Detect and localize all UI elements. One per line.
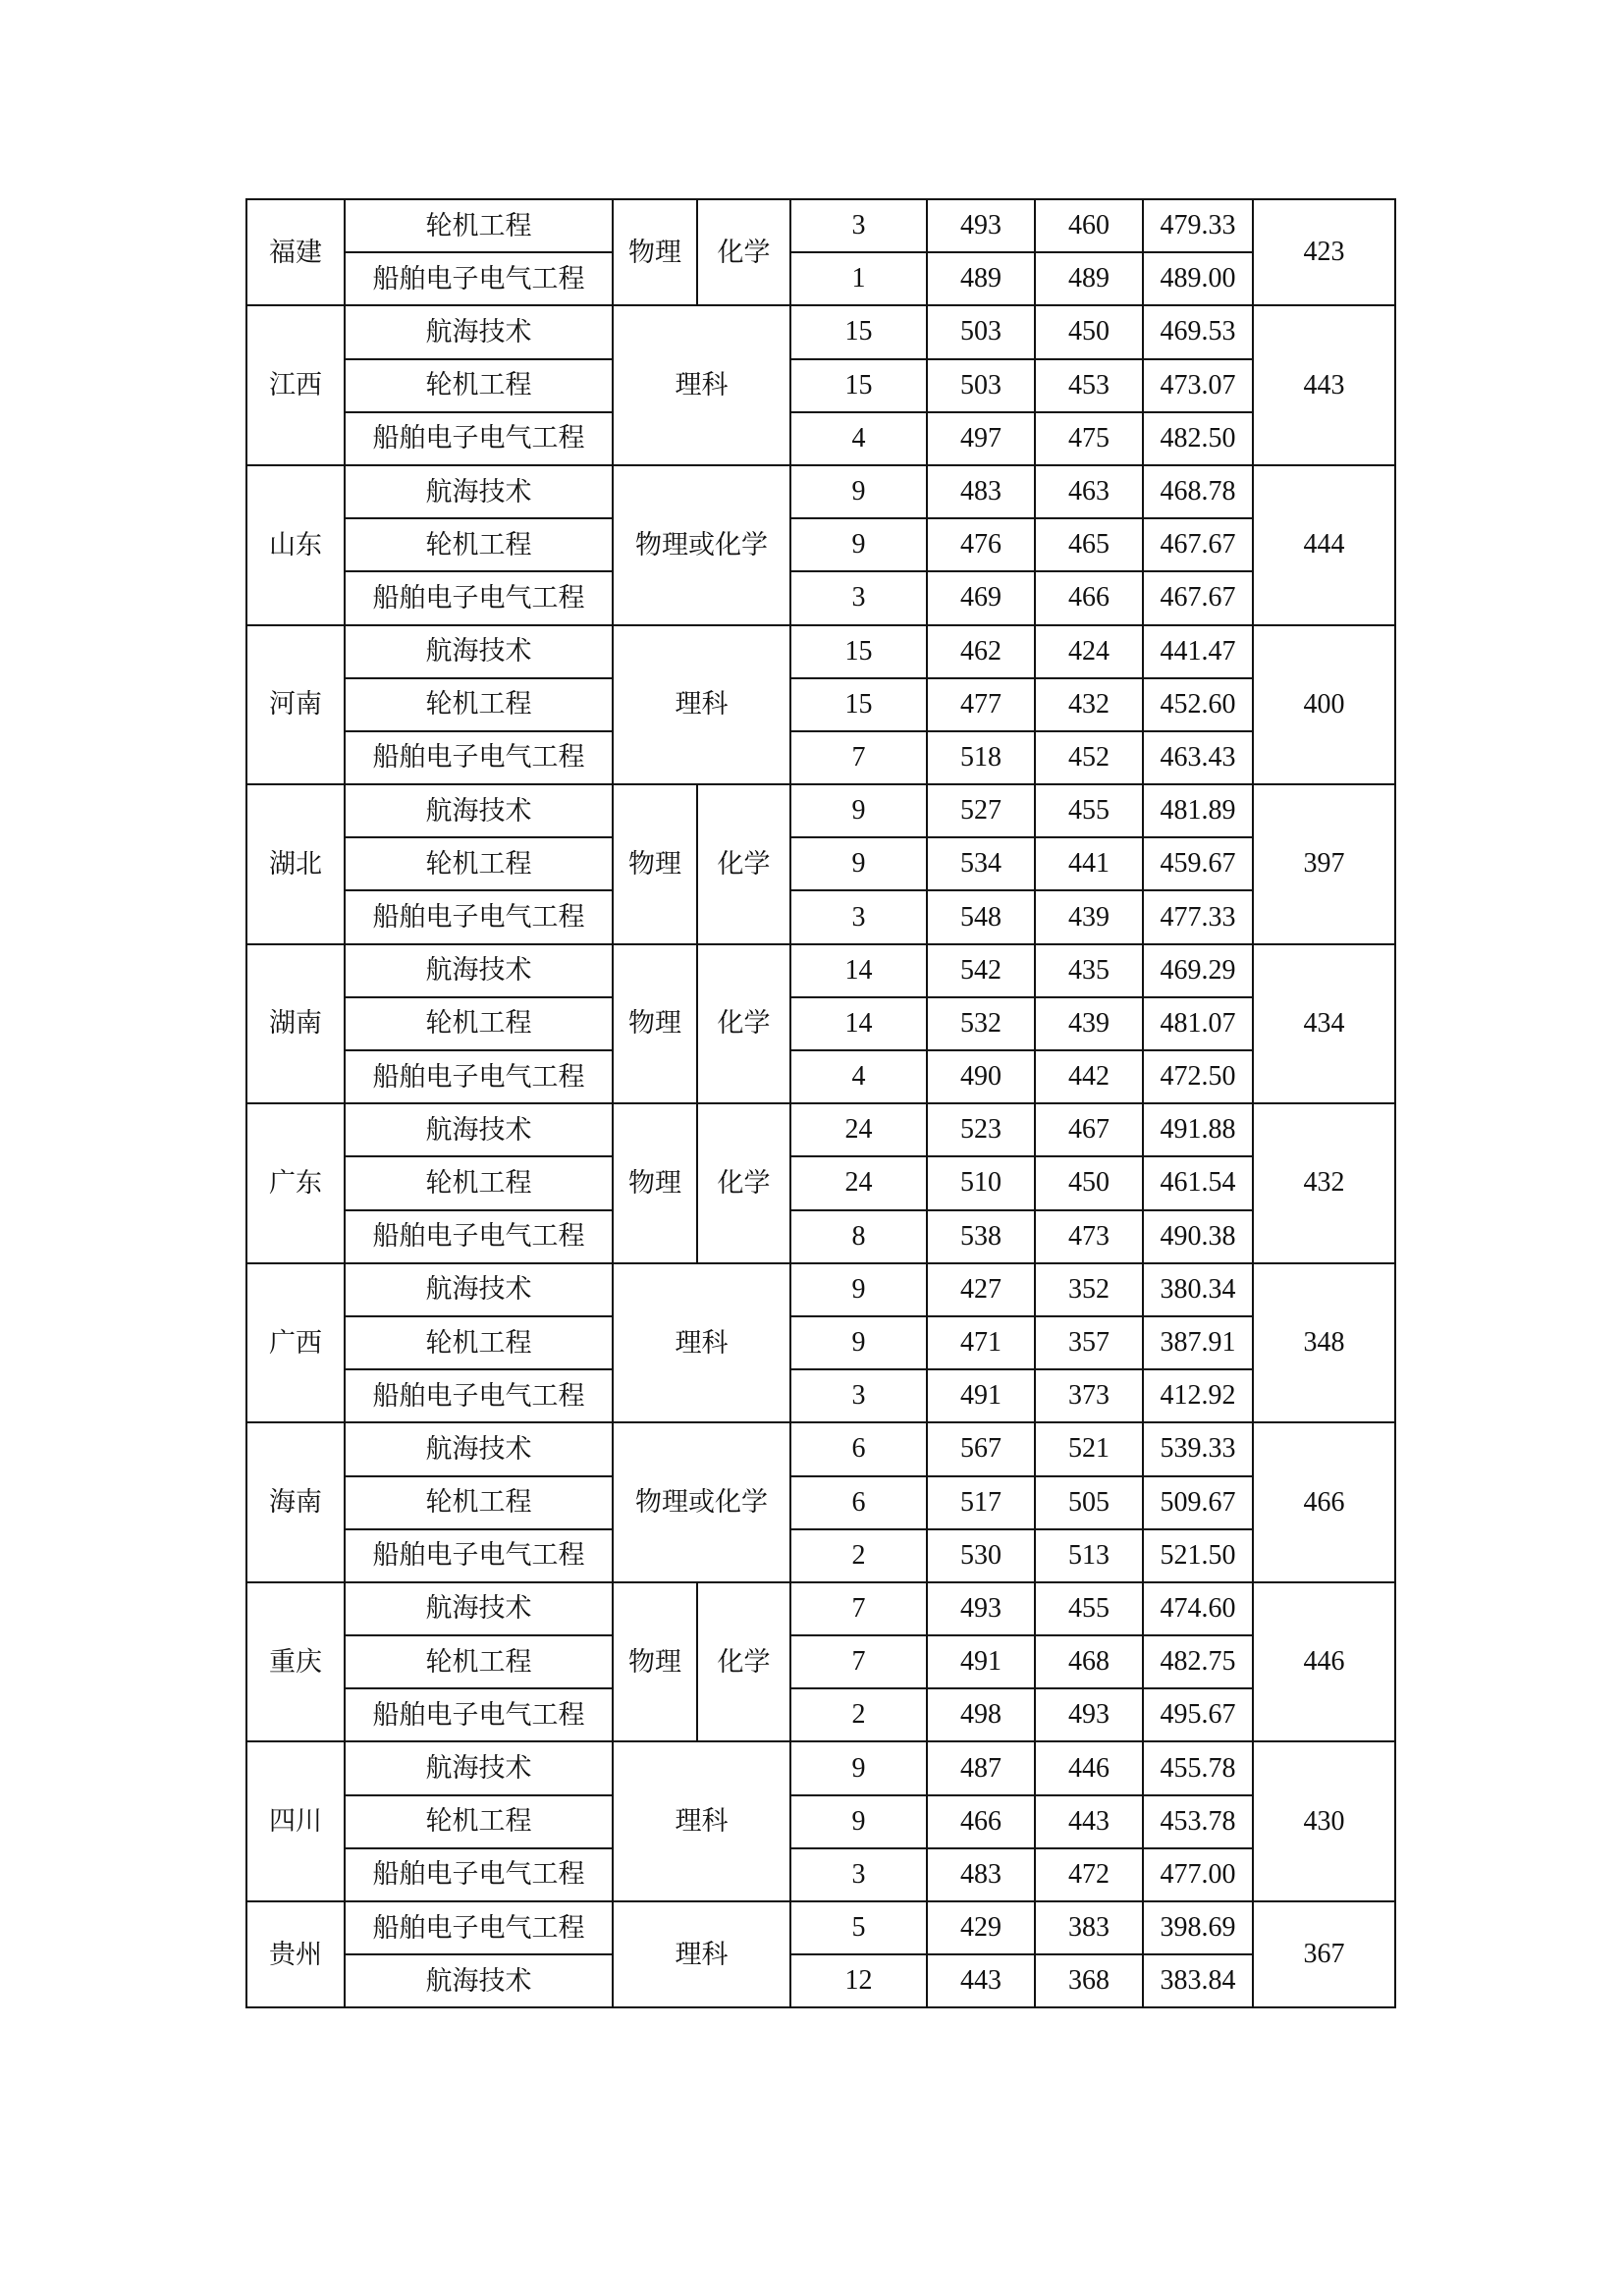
max-score-cell: 548 [927,890,1035,943]
count-cell: 1 [790,252,927,305]
min-score-cell: 460 [1035,199,1143,252]
min-score-cell: 463 [1035,465,1143,518]
major-cell: 航海技术 [345,1422,613,1475]
control-line-cell: 446 [1253,1582,1395,1742]
subject-secondary-cell: 化学 [697,199,790,305]
max-score-cell: 429 [927,1901,1035,1954]
min-score-cell: 368 [1035,1954,1143,2007]
max-score-cell: 469 [927,571,1035,624]
count-cell: 9 [790,837,927,890]
max-score-cell: 471 [927,1316,1035,1369]
count-cell: 9 [790,1263,927,1316]
control-line-cell: 432 [1253,1103,1395,1263]
avg-score-cell: 491.88 [1143,1103,1253,1156]
table-row [246,997,1395,1050]
subject-cell: 理科 [613,1741,790,1901]
table-row [246,305,1395,358]
count-cell: 3 [790,1848,927,1901]
major-cell: 船舶电子电气工程 [345,1529,613,1582]
count-cell: 5 [790,1901,927,1954]
subject-cell: 理科 [613,625,790,785]
major-cell: 轮机工程 [345,1156,613,1209]
province-cell: 重庆 [246,1582,345,1742]
avg-score-cell: 472.50 [1143,1050,1253,1103]
province-cell: 湖北 [246,784,345,944]
count-cell: 4 [790,1050,927,1103]
max-score-cell: 538 [927,1210,1035,1263]
avg-score-cell: 468.78 [1143,465,1253,518]
max-score-cell: 518 [927,731,1035,784]
major-cell: 船舶电子电气工程 [345,1848,613,1901]
avg-score-cell: 482.50 [1143,412,1253,465]
avg-score-cell: 455.78 [1143,1741,1253,1794]
table-row [246,1741,1395,1794]
major-cell: 轮机工程 [345,678,613,731]
avg-score-cell: 474.60 [1143,1582,1253,1635]
min-score-cell: 472 [1035,1848,1143,1901]
table-row [246,1103,1395,1156]
major-cell: 航海技术 [345,1263,613,1316]
table-row [246,1795,1395,1848]
control-line-cell: 443 [1253,305,1395,465]
min-score-cell: 439 [1035,997,1143,1050]
max-score-cell: 542 [927,944,1035,997]
max-score-cell: 489 [927,252,1035,305]
table-row [246,412,1395,465]
avg-score-cell: 473.07 [1143,359,1253,412]
count-cell: 24 [790,1156,927,1209]
min-score-cell: 424 [1035,625,1143,678]
count-cell: 24 [790,1103,927,1156]
avg-score-cell: 461.54 [1143,1156,1253,1209]
major-cell: 轮机工程 [345,1795,613,1848]
max-score-cell: 443 [927,1954,1035,2007]
count-cell: 9 [790,465,927,518]
table-row [246,252,1395,305]
major-cell: 轮机工程 [345,1635,613,1688]
avg-score-cell: 481.89 [1143,784,1253,837]
subject-cell: 理科 [613,1901,790,2007]
subject-cell: 物理或化学 [613,465,790,625]
max-score-cell: 462 [927,625,1035,678]
avg-score-cell: 481.07 [1143,997,1253,1050]
count-cell: 8 [790,1210,927,1263]
table-row [246,1156,1395,1209]
subject-primary-cell: 物理 [613,944,697,1104]
table-row [246,1901,1395,1954]
province-cell: 河南 [246,625,345,785]
table-row [246,1316,1395,1369]
table-row [246,571,1395,624]
avg-score-cell: 467.67 [1143,571,1253,624]
max-score-cell: 490 [927,1050,1035,1103]
table-row [246,890,1395,943]
table-row [246,1848,1395,1901]
min-score-cell: 357 [1035,1316,1143,1369]
count-cell: 3 [790,1369,927,1422]
min-score-cell: 475 [1035,412,1143,465]
min-score-cell: 466 [1035,571,1143,624]
major-cell: 船舶电子电气工程 [345,1050,613,1103]
count-cell: 7 [790,1635,927,1688]
avg-score-cell: 380.34 [1143,1263,1253,1316]
min-score-cell: 383 [1035,1901,1143,1954]
max-score-cell: 477 [927,678,1035,731]
major-cell: 轮机工程 [345,199,613,252]
count-cell: 9 [790,1316,927,1369]
major-cell: 航海技术 [345,1954,613,2007]
control-line-cell: 400 [1253,625,1395,785]
max-score-cell: 483 [927,1848,1035,1901]
table-row [246,518,1395,571]
avg-score-cell: 509.67 [1143,1476,1253,1529]
control-line-cell: 367 [1253,1901,1395,2007]
min-score-cell: 439 [1035,890,1143,943]
province-cell: 江西 [246,305,345,465]
max-score-cell: 510 [927,1156,1035,1209]
major-cell: 航海技术 [345,1103,613,1156]
subject-secondary-cell: 化学 [697,1103,790,1263]
major-cell: 船舶电子电气工程 [345,1210,613,1263]
subject-cell: 物理或化学 [613,1422,790,1582]
min-score-cell: 493 [1035,1688,1143,1741]
major-cell: 航海技术 [345,784,613,837]
count-cell: 4 [790,412,927,465]
count-cell: 15 [790,305,927,358]
table-row [246,625,1395,678]
major-cell: 轮机工程 [345,359,613,412]
table-row [246,1263,1395,1316]
avg-score-cell: 398.69 [1143,1901,1253,1954]
table-row [246,1688,1395,1741]
min-score-cell: 455 [1035,784,1143,837]
province-cell: 福建 [246,199,345,305]
avg-score-cell: 453.78 [1143,1795,1253,1848]
subject-primary-cell: 物理 [613,784,697,944]
min-score-cell: 467 [1035,1103,1143,1156]
count-cell: 7 [790,731,927,784]
table-row [246,731,1395,784]
count-cell: 2 [790,1688,927,1741]
table-row [246,837,1395,890]
avg-score-cell: 482.75 [1143,1635,1253,1688]
subject-secondary-cell: 化学 [697,1582,790,1742]
count-cell: 15 [790,625,927,678]
max-score-cell: 466 [927,1795,1035,1848]
max-score-cell: 523 [927,1103,1035,1156]
count-cell: 15 [790,359,927,412]
table-row [246,1422,1395,1475]
province-cell: 广西 [246,1263,345,1423]
major-cell: 航海技术 [345,1582,613,1635]
avg-score-cell: 539.33 [1143,1422,1253,1475]
max-score-cell: 534 [927,837,1035,890]
count-cell: 6 [790,1476,927,1529]
table-row [246,1050,1395,1103]
province-cell: 海南 [246,1422,345,1582]
min-score-cell: 450 [1035,305,1143,358]
control-line-cell: 423 [1253,199,1395,305]
avg-score-cell: 463.43 [1143,731,1253,784]
table-row [246,1635,1395,1688]
max-score-cell: 503 [927,359,1035,412]
min-score-cell: 453 [1035,359,1143,412]
avg-score-cell: 479.33 [1143,199,1253,252]
min-score-cell: 352 [1035,1263,1143,1316]
max-score-cell: 491 [927,1635,1035,1688]
major-cell: 船舶电子电气工程 [345,731,613,784]
subject-primary-cell: 物理 [613,1103,697,1263]
max-score-cell: 427 [927,1263,1035,1316]
min-score-cell: 432 [1035,678,1143,731]
table-row [246,784,1395,837]
avg-score-cell: 477.33 [1143,890,1253,943]
major-cell: 轮机工程 [345,997,613,1050]
control-line-cell: 434 [1253,944,1395,1104]
major-cell: 航海技术 [345,305,613,358]
avg-score-cell: 441.47 [1143,625,1253,678]
count-cell: 2 [790,1529,927,1582]
avg-score-cell: 521.50 [1143,1529,1253,1582]
major-cell: 船舶电子电气工程 [345,890,613,943]
province-cell: 广东 [246,1103,345,1263]
min-score-cell: 505 [1035,1476,1143,1529]
count-cell: 3 [790,890,927,943]
avg-score-cell: 467.67 [1143,518,1253,571]
table-body [246,199,1395,2007]
major-cell: 轮机工程 [345,837,613,890]
avg-score-cell: 383.84 [1143,1954,1253,2007]
province-cell: 山东 [246,465,345,625]
avg-score-cell: 459.67 [1143,837,1253,890]
max-score-cell: 487 [927,1741,1035,1794]
min-score-cell: 373 [1035,1369,1143,1422]
admission-score-table [245,198,1396,2008]
subject-secondary-cell: 化学 [697,784,790,944]
control-line-cell: 430 [1253,1741,1395,1901]
major-cell: 航海技术 [345,944,613,997]
count-cell: 3 [790,199,927,252]
table-row [246,678,1395,731]
major-cell: 轮机工程 [345,518,613,571]
avg-score-cell: 412.92 [1143,1369,1253,1422]
max-score-cell: 532 [927,997,1035,1050]
count-cell: 15 [790,678,927,731]
count-cell: 14 [790,997,927,1050]
count-cell: 7 [790,1582,927,1635]
major-cell: 轮机工程 [345,1476,613,1529]
major-cell: 航海技术 [345,465,613,518]
avg-score-cell: 469.53 [1143,305,1253,358]
table-row [246,1582,1395,1635]
table-row [246,1210,1395,1263]
table-row [246,1476,1395,1529]
max-score-cell: 493 [927,1582,1035,1635]
major-cell: 船舶电子电气工程 [345,1369,613,1422]
major-cell: 船舶电子电气工程 [345,412,613,465]
count-cell: 14 [790,944,927,997]
table-row [246,1529,1395,1582]
major-cell: 船舶电子电气工程 [345,252,613,305]
max-score-cell: 567 [927,1422,1035,1475]
table-row [246,1954,1395,2007]
control-line-cell: 348 [1253,1263,1395,1423]
major-cell: 船舶电子电气工程 [345,1901,613,1954]
subject-primary-cell: 物理 [613,1582,697,1742]
count-cell: 9 [790,1741,927,1794]
min-score-cell: 441 [1035,837,1143,890]
table-row [246,199,1395,252]
major-cell: 船舶电子电气工程 [345,571,613,624]
avg-score-cell: 387.91 [1143,1316,1253,1369]
avg-score-cell: 469.29 [1143,944,1253,997]
max-score-cell: 483 [927,465,1035,518]
subject-primary-cell: 物理 [613,199,697,305]
subject-secondary-cell: 化学 [697,944,790,1104]
min-score-cell: 489 [1035,252,1143,305]
min-score-cell: 442 [1035,1050,1143,1103]
max-score-cell: 476 [927,518,1035,571]
count-cell: 9 [790,518,927,571]
min-score-cell: 450 [1035,1156,1143,1209]
count-cell: 9 [790,1795,927,1848]
avg-score-cell: 495.67 [1143,1688,1253,1741]
major-cell: 航海技术 [345,1741,613,1794]
control-line-cell: 466 [1253,1422,1395,1582]
min-score-cell: 435 [1035,944,1143,997]
province-cell: 四川 [246,1741,345,1901]
avg-score-cell: 477.00 [1143,1848,1253,1901]
table-row [246,1369,1395,1422]
avg-score-cell: 490.38 [1143,1210,1253,1263]
max-score-cell: 503 [927,305,1035,358]
count-cell: 3 [790,571,927,624]
avg-score-cell: 489.00 [1143,252,1253,305]
max-score-cell: 498 [927,1688,1035,1741]
count-cell: 9 [790,784,927,837]
major-cell: 航海技术 [345,625,613,678]
min-score-cell: 521 [1035,1422,1143,1475]
min-score-cell: 513 [1035,1529,1143,1582]
min-score-cell: 473 [1035,1210,1143,1263]
province-cell: 湖南 [246,944,345,1104]
table-row [246,359,1395,412]
min-score-cell: 465 [1035,518,1143,571]
major-cell: 轮机工程 [345,1316,613,1369]
max-score-cell: 497 [927,412,1035,465]
count-cell: 12 [790,1954,927,2007]
min-score-cell: 468 [1035,1635,1143,1688]
min-score-cell: 455 [1035,1582,1143,1635]
max-score-cell: 527 [927,784,1035,837]
max-score-cell: 530 [927,1529,1035,1582]
table-row [246,944,1395,997]
max-score-cell: 491 [927,1369,1035,1422]
avg-score-cell: 452.60 [1143,678,1253,731]
min-score-cell: 452 [1035,731,1143,784]
table-row [246,465,1395,518]
subject-cell: 理科 [613,305,790,465]
min-score-cell: 443 [1035,1795,1143,1848]
max-score-cell: 517 [927,1476,1035,1529]
control-line-cell: 397 [1253,784,1395,944]
subject-cell: 理科 [613,1263,790,1423]
min-score-cell: 446 [1035,1741,1143,1794]
province-cell: 贵州 [246,1901,345,2007]
max-score-cell: 493 [927,199,1035,252]
major-cell: 船舶电子电气工程 [345,1688,613,1741]
count-cell: 6 [790,1422,927,1475]
control-line-cell: 444 [1253,465,1395,625]
